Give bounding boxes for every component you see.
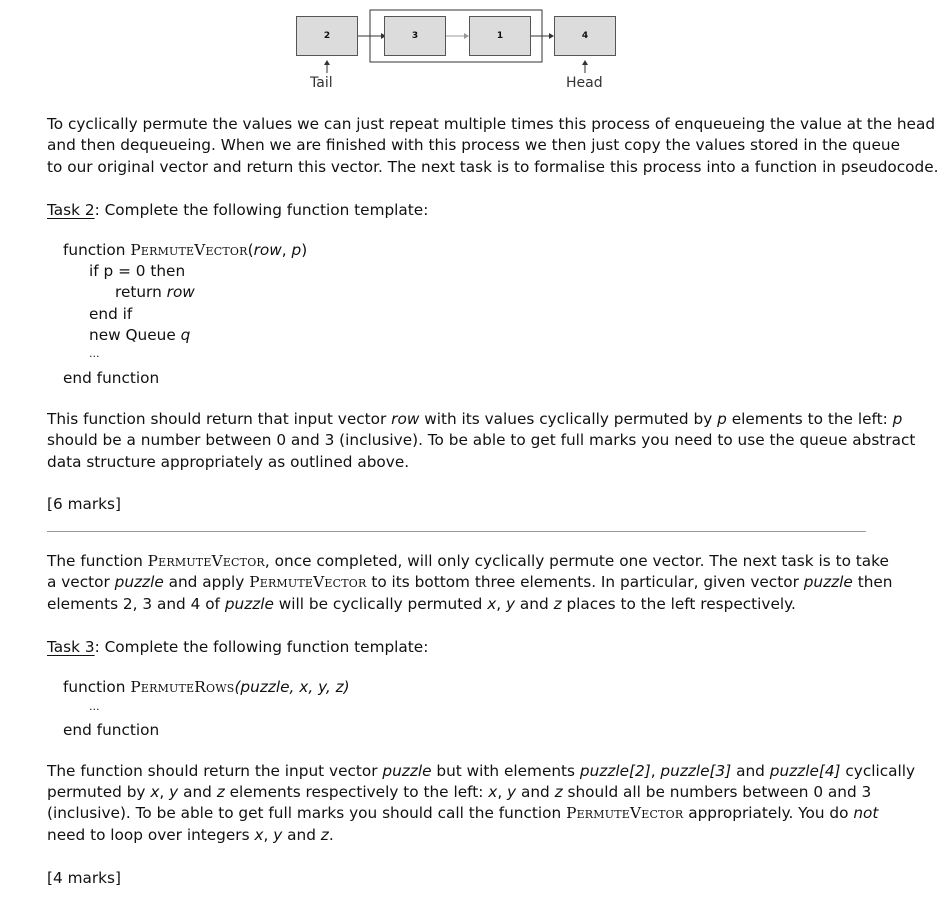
t3-ellipsis-line: ... [89,700,100,713]
t2d-p2: p [892,410,903,428]
s2-l3d: and [515,595,554,613]
tail-label: Tail [310,75,333,91]
t3d-l4x: x [254,826,264,844]
new-queue-line [89,325,190,346]
t3-args: (puzzle, x, y, z) [234,678,350,696]
t3d-l4d: . [328,826,334,844]
task3-heading [47,637,428,658]
t3d-l2f: and [516,783,555,801]
arg-p: p [291,241,302,259]
queue-var: q [180,326,191,344]
return-value: row [166,283,195,301]
task3-desc-line-3 [47,803,878,824]
t3d-puzzle: puzzle [382,762,432,780]
task3-signature [63,677,350,698]
t3d-not: not [853,804,879,822]
t3d-x2: x [488,783,498,801]
task3-desc-line-4 [47,825,334,846]
args-open: ( [247,241,254,259]
args-sep: , [281,241,292,259]
args-close: ) [301,241,308,259]
queue-node-tail: 2 [296,16,358,56]
t3d-fn: PermuteVector [566,804,684,822]
t3d-e: cyclically [840,762,916,780]
task3-marks: [4 marks] [47,869,121,887]
end-if-line: end if [89,305,133,323]
t3d-c: , [650,762,661,780]
return-keyword: return [115,283,162,301]
t3d-l2c: and [178,783,217,801]
task3-desc-line-1 [47,761,915,782]
intro-line-3: to our original vector and return this vector. The next task is to formalise this process into a function in pseudocode. [47,158,939,176]
t3d-l3b: appropriately. You do [683,804,854,822]
t3d-p2: puzzle[2] [579,762,651,780]
t3d-x: x [150,783,160,801]
queue-node-2: 3 [384,16,446,56]
t3d-z: z [216,783,225,801]
s2-y: y [506,595,516,613]
t3d-l2b: , [159,783,170,801]
t3d-l2d: elements respectively to the left: [224,783,489,801]
t2d-b: with its values cyclically permuted by [419,410,718,428]
task2-label: Task 2 [47,201,95,219]
section2-line-1 [47,551,889,572]
t3d-d: and [731,762,770,780]
s2-l2c: to its bottom three elements. In particular, given vector [366,573,804,591]
t3d-y: y [169,783,179,801]
s2-b: , once completed, will only cyclically permute one vector. The next task is to take [264,552,889,570]
if-line: if p = 0 then [89,262,186,280]
t3d-a: The function should return the input vector [47,762,383,780]
ellipsis-line: ... [89,347,100,360]
task2-desc-line-2: should be a number between 0 and 3 (inclusive). To be able to get full marks you need to use the queue abstract [47,431,916,449]
task2-marks: [6 marks] [47,495,121,513]
task3-label: Task 3 [47,638,95,656]
t3-end-function-line: end function [63,721,160,739]
t3d-p4: puzzle[4] [769,762,841,780]
queue-node-head: 4 [554,16,616,56]
section2-line-2 [47,572,893,593]
t3-function-keyword: function [63,678,126,696]
function-name: PermuteVector [130,241,248,259]
end-function-line: end function [63,369,160,387]
head-label: Head [566,75,603,91]
t3d-l2g: should all be numbers between 0 and 3 [562,783,872,801]
task2-desc-line-1 [47,409,902,430]
s2-a: The function [47,552,148,570]
task2-desc-line-3: data structure appropriately as outlined above. [47,453,410,471]
t3d-l4c: and [282,826,321,844]
s2-puzzle: puzzle [114,573,164,591]
queue-diagram [0,0,941,100]
head-pointer-head [582,60,588,65]
task3-text: : Complete the following function template: [94,638,429,656]
t3d-l4z: z [320,826,329,844]
s2-puzzle2: puzzle [803,573,853,591]
s2-l3puzzle: puzzle [224,595,274,613]
s2-l2d: then [852,573,893,591]
task2-signature [63,240,307,261]
s2-l3e: places to the left respectively. [561,595,796,613]
s2-fn: PermuteVector [147,552,265,570]
t3d-l2e: , [497,783,508,801]
s2-l3a: elements 2, 3 and 4 of [47,595,225,613]
t3d-l4y: y [273,826,283,844]
t2d-row: row [391,410,420,428]
task2-heading [47,200,428,221]
task3-desc-line-2 [47,782,871,803]
intro-line-2: and then dequeueing. When we are finished with this process we then just copy the values stored in the queue [47,136,901,154]
t3d-l4b: , [263,826,274,844]
t3d-l4a: need to loop over integers [47,826,255,844]
function-keyword: function [63,241,126,259]
section-divider [47,531,866,532]
t2d-a: This function should return that input vector [47,410,392,428]
s2-l3b: will be cyclically permuted [273,595,488,613]
s2-l2a: a vector [47,573,115,591]
section2-line-3 [47,594,796,615]
s2-z: z [553,595,562,613]
t2d-c: elements to the left: [726,410,893,428]
return-line [115,282,195,303]
intro-line-1: To cyclically permute the values we can just repeat multiple times this process of enqueueing the value at the head [47,115,936,133]
task2-text: : Complete the following function template: [94,201,429,219]
t2d-p: p [717,410,727,428]
s2-fn2: PermuteVector [249,573,367,591]
t3d-y2: y [507,783,517,801]
t3d-z2: z [554,783,563,801]
s2-x: x [487,595,497,613]
t3d-l3a: (inclusive). To be able to get full marks you should call the function [47,804,567,822]
t3-function-name: PermuteRows [130,678,235,696]
queue-node-3: 1 [469,16,531,56]
t3d-b: but with elements [431,762,580,780]
arg-row: row [253,241,282,259]
new-queue-text: new Queue [89,326,176,344]
s2-l2b: and apply [163,573,250,591]
t3d-l2a: permuted by [47,783,151,801]
s2-l3c: , [496,595,506,613]
tail-pointer-head [324,60,330,65]
t3d-p3: puzzle[3] [660,762,732,780]
